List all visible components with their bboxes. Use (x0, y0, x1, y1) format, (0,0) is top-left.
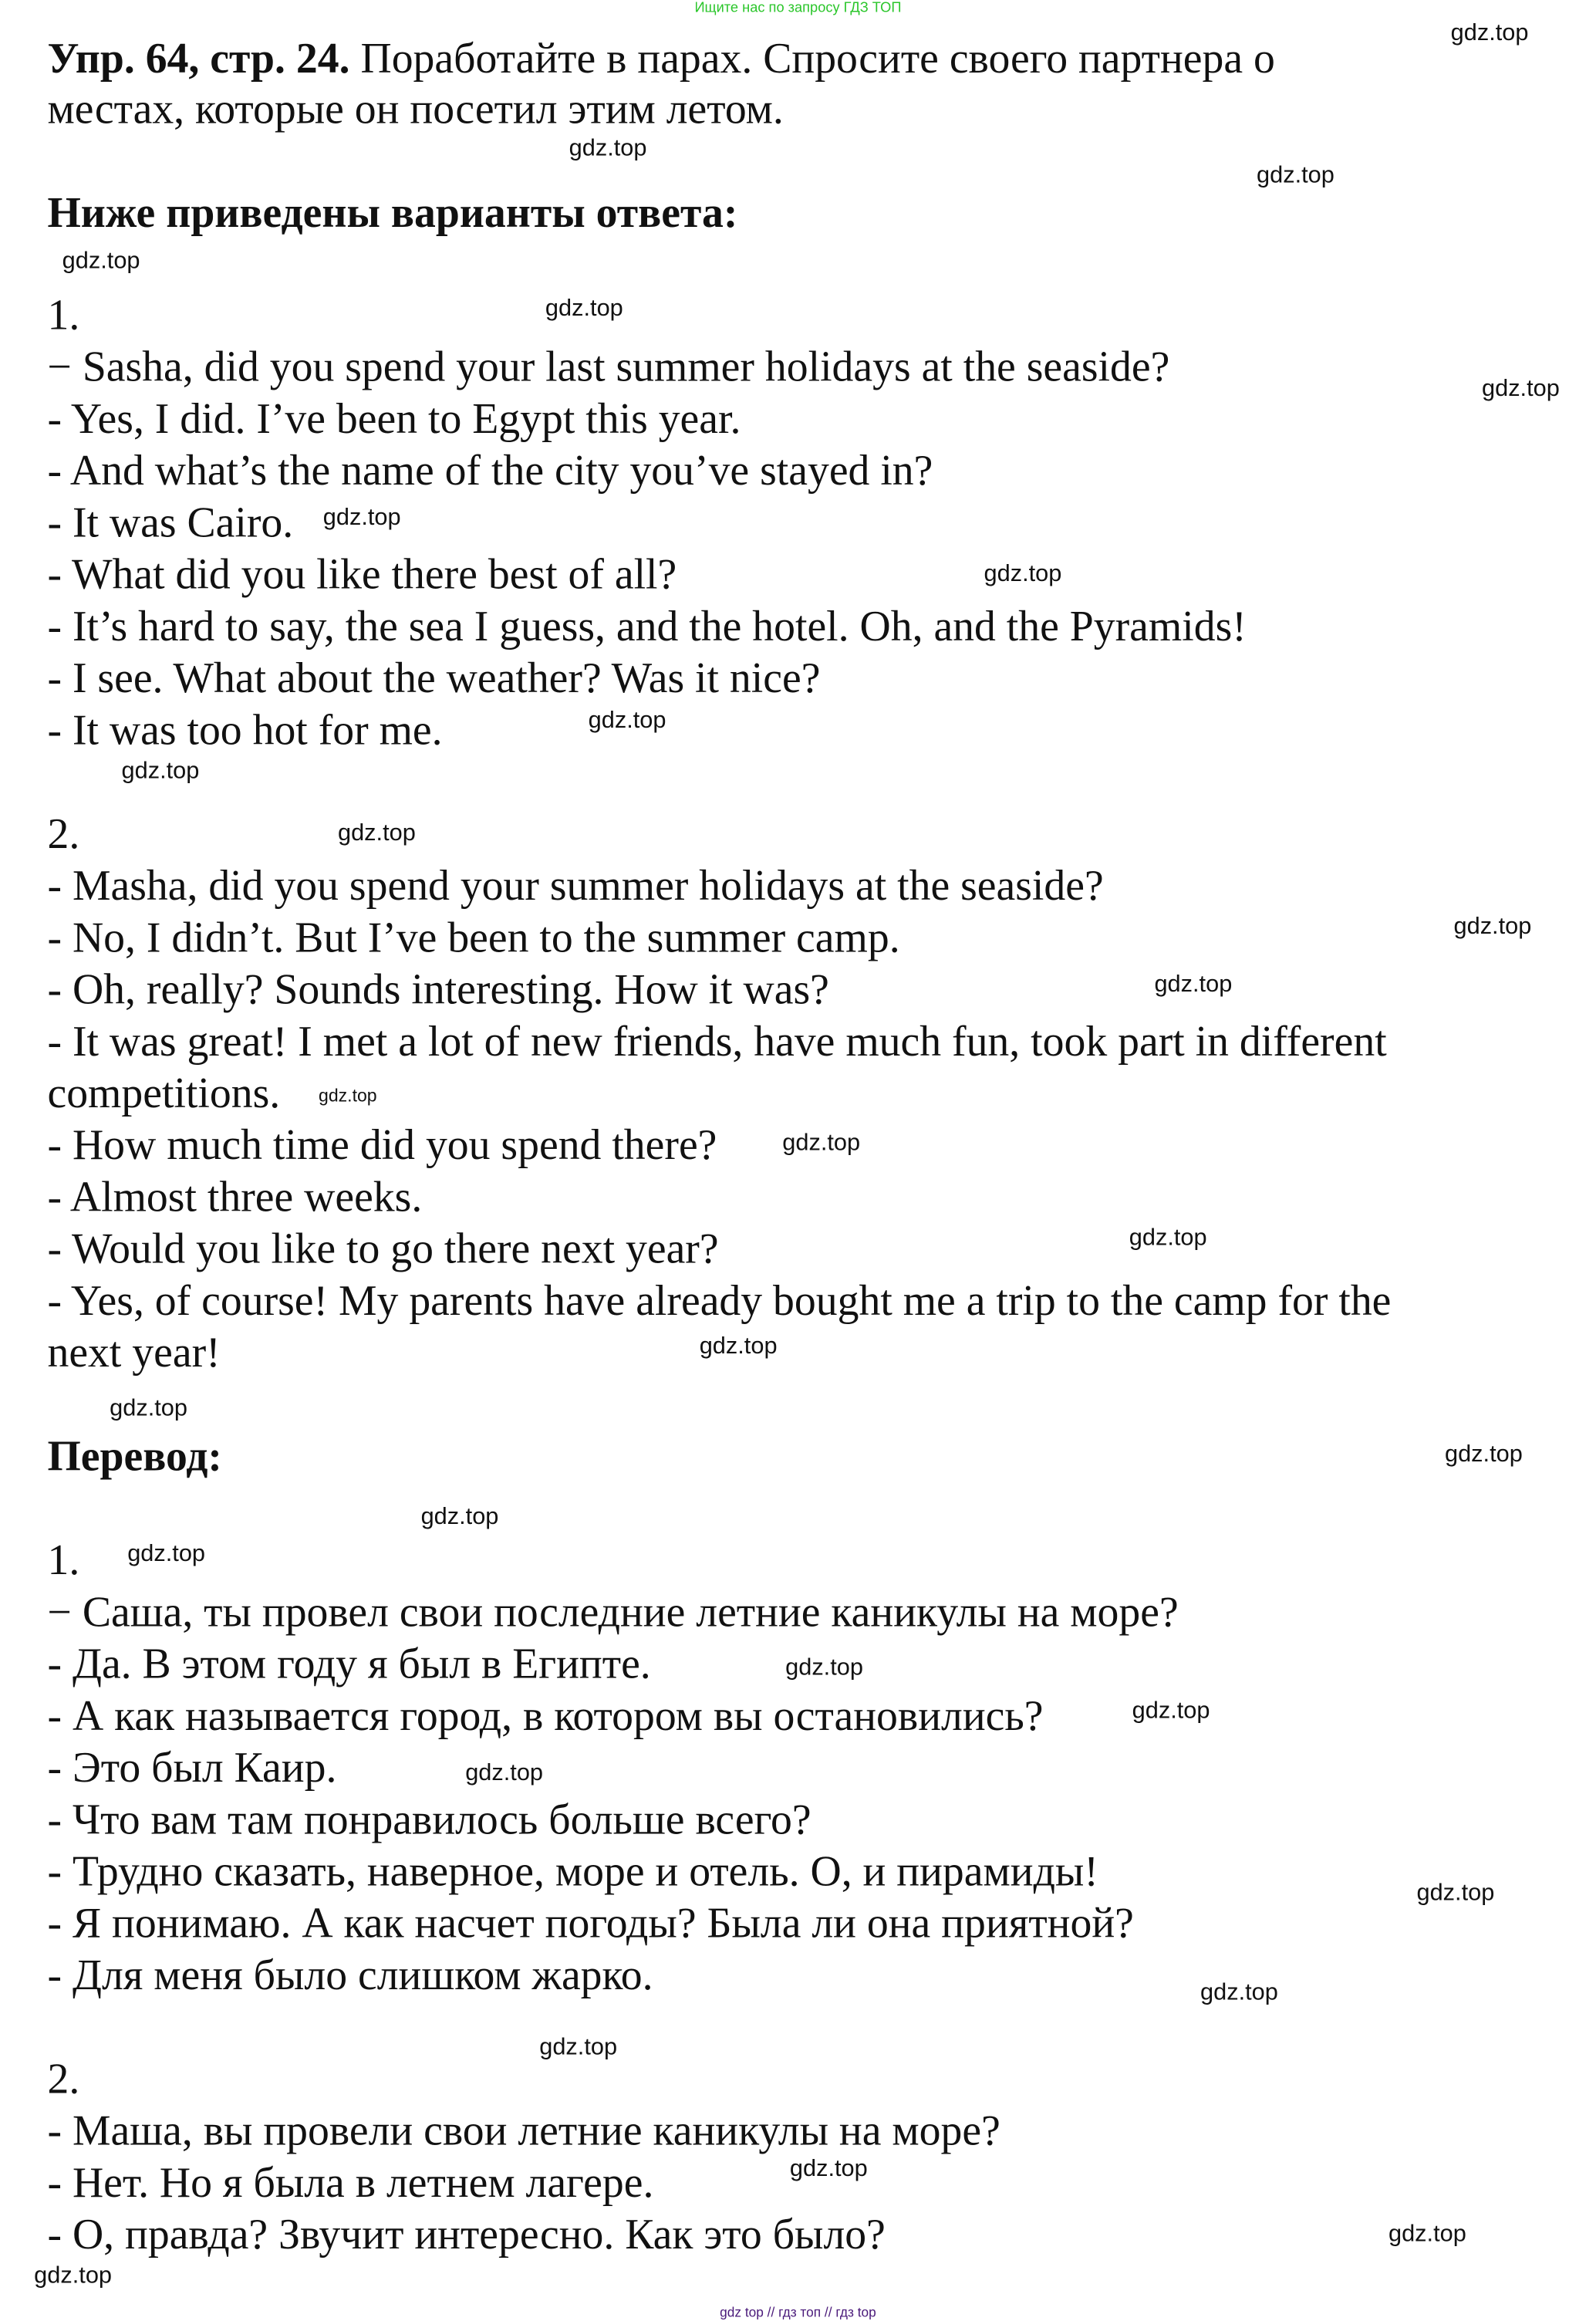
dialog-line: - It’s hard to say, the sea I guess, and the hotel. Oh, and the Pyramids! (47, 603, 1247, 651)
dialog-line: - I see. What about the weather? Was it nice? (47, 655, 821, 703)
watermark: gdz.top (699, 1333, 778, 1360)
watermark: gdz.top (1200, 1980, 1278, 2006)
dialog-line: - Almost three weeks. (47, 1174, 423, 1221)
watermark: gdz.top (34, 2263, 113, 2289)
task-text: Поработайте в парах. Спросите своего партнера о (349, 35, 1275, 83)
watermark: gdz.top (62, 248, 140, 275)
translation-heading: Перевод: (47, 1433, 222, 1481)
watermark: gdz.top (1132, 1698, 1210, 1725)
dialog-line: - No, I didn’t. But I’ve been to the summer camp. (47, 914, 900, 962)
dialog-line: - Yes, I did. I’ve been to Egypt this year. (47, 395, 741, 444)
watermark: gdz.top (1444, 1442, 1523, 1468)
trans2-number: 2. (47, 2056, 80, 2103)
dialog-line: - What did you like there best of all? (47, 551, 677, 600)
dialog-line: - And what’s the name of the city you’ve stayed in? (47, 448, 933, 495)
task-line-1 (47, 37, 1274, 82)
watermark: gdz.top (588, 708, 666, 734)
dialog-line: - It was great! I met a lot of new friends, have much fun, took part in different (47, 1018, 1387, 1066)
watermark: gdz.top (569, 136, 647, 162)
watermark: gdz.top (465, 1761, 544, 1786)
watermark: gdz.top (319, 1085, 377, 1106)
dialog-line: - Для меня было слишком жарко. (47, 1951, 653, 2000)
watermark: gdz.top (1453, 914, 1532, 940)
dialog-line: - О, правда? Звучит интересно. Как это было? (47, 2211, 886, 2259)
dialog-line: - Да. В этом году я был в Египте. (47, 1640, 651, 1689)
task-line-2: местах, которые он посетил этим летом. (47, 86, 784, 133)
dialog1-number: 1. (47, 292, 80, 340)
watermark: gdz.top (785, 1655, 863, 1681)
watermark: gdz.top (782, 1130, 861, 1157)
dialog-line: - It was Cairo. (47, 499, 294, 547)
dialog-line: competitions. (47, 1069, 281, 1118)
dialog-line: - Маша, вы провели свои летние каникулы на море? (47, 2107, 1000, 2156)
dialog-line: − Sasha, did you spend your last summer holidays at the seaside? (47, 343, 1170, 392)
dialog-line: - How much time did you spend there? (47, 1122, 717, 1170)
dialog-line: - Yes, of course! My parents have already bought me a trip to the camp for the (47, 1277, 1392, 1326)
watermark: gdz.top (1129, 1225, 1207, 1252)
watermark: gdz.top (110, 1396, 187, 1422)
dialog-line: - Нет. Но я была в летнем лагере. (47, 2159, 654, 2208)
watermark: gdz.top (984, 562, 1062, 587)
watermark: gdz.top (539, 2035, 618, 2061)
watermark: gdz.top (1257, 163, 1334, 188)
watermark: gdz.top (337, 821, 416, 846)
dialog-line: - Would you like to go there next year? (47, 1225, 719, 1274)
dialog-line: - Это был Каир. (47, 1745, 337, 1792)
task-label: Упр. 64, стр. 24. (47, 35, 350, 83)
top-banner: Ищите нас по запросу ГДЗ ТОП (694, 0, 902, 17)
watermark: gdz.top (1450, 20, 1529, 46)
watermark: gdz.top (1388, 2221, 1466, 2248)
dialog-line: - Я понимаю. А как насчет погоды? Была ли она приятной? (47, 1900, 1134, 1948)
dialog-line: - It was too hot for me. (47, 707, 443, 755)
dialog2-number: 2. (47, 810, 80, 859)
watermark: gdz.top (420, 1504, 499, 1530)
watermark: gdz.top (1482, 376, 1560, 402)
dialog-line: - Что вам там понравилось больше всего? (47, 1796, 811, 1844)
watermark: gdz.top (1154, 972, 1233, 998)
dialog-line: - А как называется город, в котором вы остановились? (47, 1692, 1044, 1741)
dialog-line: - Oh, really? Sounds interesting. How it was? (47, 966, 829, 1014)
dialog-line: - Masha, did you spend your summer holidays at the seaside? (47, 863, 1104, 910)
watermark: gdz.top (121, 758, 200, 785)
dialog-line: next year! (47, 1329, 221, 1377)
watermark: gdz.top (545, 296, 623, 322)
dialog-line: - Трудно сказать, наверное, море и отель. О, и пирамиды! (47, 1848, 1098, 1896)
watermark: gdz.top (789, 2157, 868, 2182)
footer-links: gdz top // гдз топ // гдз top (720, 2305, 876, 2320)
answers-heading: Ниже приведены варианты ответа: (47, 189, 738, 238)
trans1-number: 1. (47, 1537, 80, 1585)
watermark: gdz.top (127, 1541, 206, 1567)
watermark: gdz.top (322, 505, 401, 531)
dialog-line: − Саша, ты провел свои последние летние каникулы на море? (47, 1589, 1179, 1637)
watermark: gdz.top (1416, 1880, 1495, 1907)
